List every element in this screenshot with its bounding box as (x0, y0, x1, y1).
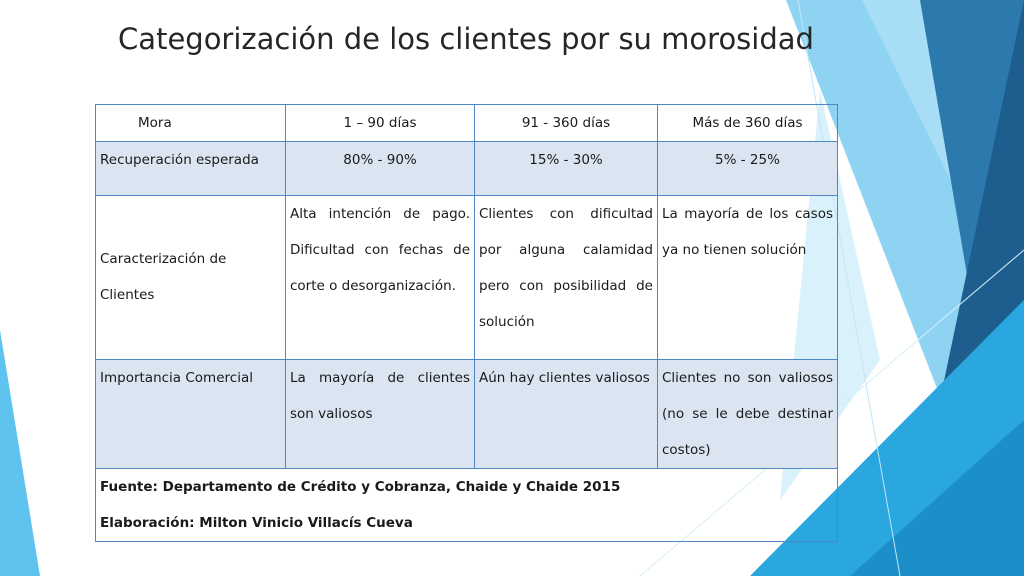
author-text: Elaboración: Milton Vinicio Villacís Cueva (100, 515, 413, 531)
table-cell: Clientes no son valiosos (no se le debe destinar costos) (658, 360, 838, 469)
table-cell: Alta intención de pago. Dificultad con fechas de corte o desorganización. (286, 196, 475, 360)
table-row-caracterizacion (96, 196, 838, 360)
table-row-importancia (96, 360, 838, 469)
header-cell-1-90: 1 – 90 días (286, 105, 475, 142)
left-accent-shape (0, 330, 40, 576)
row-label-caracterizacion: Caracterización de Clientes (96, 196, 286, 360)
table-row-recuperacion (96, 142, 838, 196)
table-cell: 5% - 25% (658, 142, 838, 196)
table-footer-row (96, 469, 838, 542)
table-cell: Clientes con dificultad por alguna calamidad pero con posibilidad de solución (475, 196, 658, 360)
header-cell-360-plus: Más de 360 días (658, 105, 838, 142)
table-cell: 80% - 90% (286, 142, 475, 196)
row-label-importancia: Importancia Comercial (96, 360, 286, 469)
table-header-row (96, 105, 838, 142)
source-note (96, 469, 838, 542)
table-cell: Aún hay clientes valiosos (475, 360, 658, 469)
morosidad-table (95, 104, 838, 542)
row-label-recuperacion: Recuperación esperada (96, 142, 286, 196)
table-cell: 15% - 30% (475, 142, 658, 196)
table-cell: La mayoría de los casos ya no tienen solución (658, 196, 838, 360)
header-cell-91-360: 91 - 360 días (475, 105, 658, 142)
slide-title: Categorización de los clientes por su morosidad (118, 22, 814, 56)
table-cell: La mayoría de clientes son valiosos (286, 360, 475, 469)
source-text: Fuente: Departamento de Crédito y Cobranza, Chaide y Chaide 2015 (100, 479, 621, 495)
header-cell-mora: Mora (96, 105, 286, 142)
